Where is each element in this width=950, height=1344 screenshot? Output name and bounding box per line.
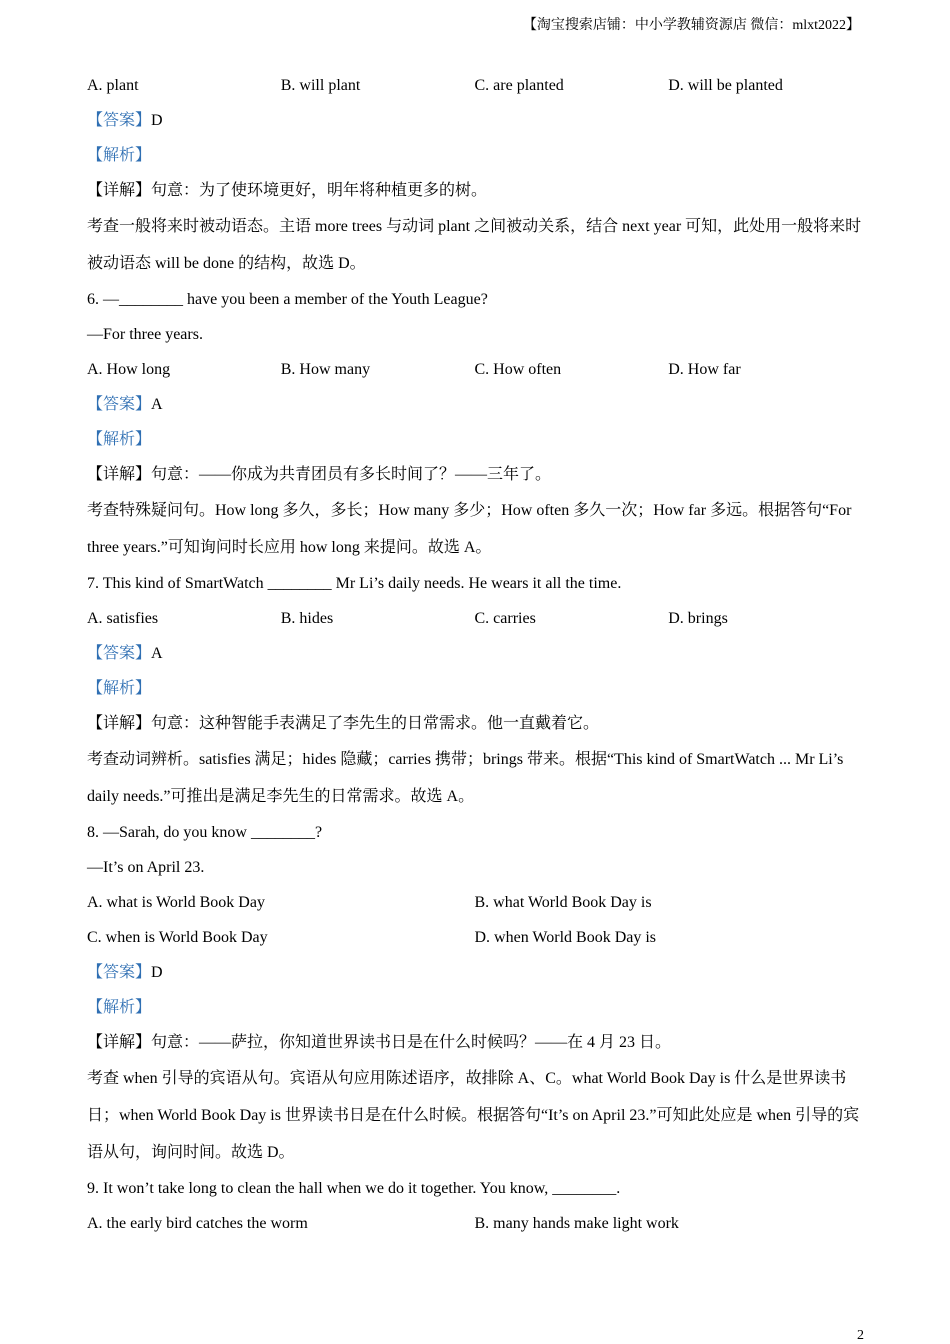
- q6-detail: [87, 457, 862, 492]
- page-header: 【淘宝搜索店铺：中小学教辅资源店 微信：mlxt2022】: [522, 18, 860, 33]
- q6-option-d: D. How far: [668, 361, 741, 378]
- q8-stem: 8. —Sarah, do you know ________?: [87, 824, 323, 841]
- detail-text: 句意：这种智能手表满足了李先生的日常需求。他一直戴着它。: [151, 715, 600, 732]
- answer-tag: 【答案】: [87, 396, 152, 413]
- detail-text: 句意：为了使环境更好，明年将种植更多的树。: [151, 182, 488, 199]
- analysis-tag: 【解析】: [87, 147, 152, 164]
- q5-explanation: 考查一般将来时被动语态。主语 more trees 与动词 plant 之间被动关系，结合 next year 可知，此处用一般将来时被动语态 will be done 的结构，故选 D。: [87, 218, 862, 272]
- q6-option-a: A. How long: [87, 361, 171, 378]
- answer-value: D: [151, 112, 163, 129]
- q6-option-b: B. How many: [280, 361, 371, 378]
- answer-value: A: [151, 645, 163, 662]
- q5-option-a: A. plant: [87, 77, 139, 94]
- q5-answer: [87, 103, 862, 138]
- answer-tag: 【答案】: [87, 112, 152, 129]
- q8-analysis: [87, 990, 862, 1025]
- q5-analysis: [87, 138, 862, 173]
- q7-option-c: C. carries: [474, 610, 536, 627]
- q5-option-b: B. will plant: [280, 77, 361, 94]
- q6-options: [87, 352, 862, 387]
- analysis-tag: 【解析】: [87, 999, 152, 1016]
- q9-stem: 9. It won’t take long to clean the hall when we do it together. You know, ________.: [87, 1180, 621, 1197]
- q7-detail: [87, 706, 862, 741]
- q9-option-b: B. many hands make light work: [474, 1215, 679, 1232]
- q8-option-c: C. when is World Book Day: [87, 929, 268, 946]
- q7-answer: [87, 636, 862, 671]
- q7-option-b: B. hides: [280, 610, 334, 627]
- answer-value: A: [151, 396, 163, 413]
- q8-option-b: B. what World Book Day is: [474, 894, 652, 911]
- q5-option-c: C. are planted: [474, 77, 564, 94]
- page-number: 2: [857, 1328, 864, 1343]
- q8-option-d: D. when World Book Day is: [474, 929, 657, 946]
- detail-tag: 【详解】: [87, 466, 152, 483]
- q6-reply: —For three years.: [87, 326, 203, 343]
- q7-analysis: [87, 671, 862, 706]
- answer-tag: 【答案】: [87, 645, 152, 662]
- document-body: [87, 68, 862, 1241]
- q6-answer: [87, 387, 862, 422]
- q7-option-a: A. satisfies: [87, 610, 159, 627]
- q8-answer: [87, 955, 862, 990]
- q8-option-a: A. what is World Book Day: [87, 894, 265, 911]
- q7-stem: 7. This kind of SmartWatch ________ Mr Li’s daily needs. He wears it all the time.: [87, 575, 622, 592]
- q7-option-d: D. brings: [668, 610, 728, 627]
- analysis-tag: 【解析】: [87, 680, 152, 697]
- detail-text: 句意：——你成为共青团员有多长时间了？——三年了。: [151, 466, 552, 483]
- q9-options: [87, 1206, 862, 1241]
- q5-options: [87, 68, 862, 103]
- q8-explanation: 考查 when 引导的宾语从句。宾语从句应用陈述语序，故排除 A、C。what World Book Day is 什么是世界读书日；when World Book Day is 世界读书日是在什么时候。根据答句“It’s on April 23.”可知此处应是 when 引导的宾语从句，询问时间。故选 D。: [87, 1070, 860, 1161]
- q6-analysis: [87, 422, 862, 457]
- detail-tag: 【详解】: [87, 1034, 152, 1051]
- q7-explanation: 考查动词辨析。satisfies 满足；hides 隐藏；carries 携带；brings 带来。根据“This kind of SmartWatch ... Mr Li’s daily needs.”可推出是满足李先生的日常需求。故选 A。: [87, 751, 844, 805]
- q6-stem: 6. —________ have you been a member of the Youth League?: [87, 291, 488, 308]
- q5-option-d: D. will be planted: [668, 77, 783, 94]
- detail-tag: 【详解】: [87, 182, 152, 199]
- answer-value: D: [151, 964, 163, 981]
- q7-options: [87, 601, 862, 636]
- answer-tag: 【答案】: [87, 964, 152, 981]
- q8-options-row-2: [87, 920, 862, 955]
- q9-option-a: A. the early bird catches the worm: [87, 1215, 308, 1232]
- analysis-tag: 【解析】: [87, 431, 152, 448]
- q6-explanation: 考查特殊疑问句。How long 多久，多长；How many 多少；How often 多久一次；How far 多远。根据答句“For three years.”可知询问时长应用 how long 来提问。故选 A。: [87, 502, 852, 556]
- q8-detail: [87, 1025, 862, 1060]
- q6-option-c: C. How often: [474, 361, 562, 378]
- q5-detail: [87, 173, 862, 208]
- detail-text: 句意：——萨拉，你知道世界读书日是在什么时候吗？——在 4 月 23 日。: [151, 1034, 672, 1051]
- q8-options-row-1: [87, 885, 862, 920]
- detail-tag: 【详解】: [87, 715, 152, 732]
- q8-reply: —It’s on April 23.: [87, 859, 205, 876]
